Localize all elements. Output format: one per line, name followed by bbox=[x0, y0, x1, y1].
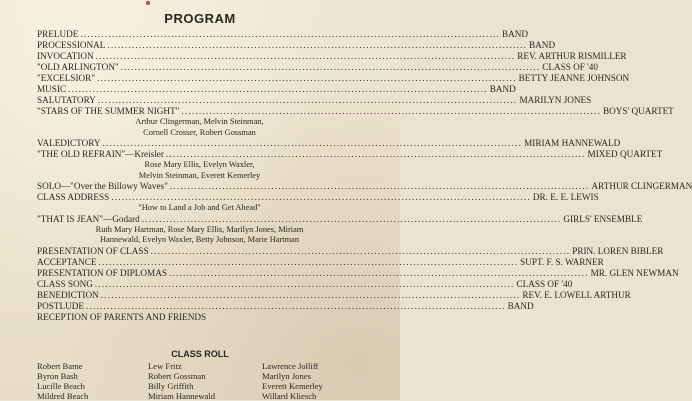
program-detail: Melvin Steinman, Everett Kemerley bbox=[37, 171, 362, 182]
program-item-performer: BETTY JEANNE JOHNSON bbox=[519, 73, 629, 84]
program-item-performer: BAND bbox=[502, 29, 528, 40]
dot-leader: ........................................................................................................................ bbox=[170, 181, 590, 192]
program-detail: Rose Mary Ellis, Evelyn Waxler, bbox=[37, 160, 362, 171]
program-item bbox=[37, 62, 362, 73]
program-title: PROGRAM bbox=[0, 11, 400, 26]
program-item-performer: CLASS OF '40 bbox=[542, 62, 598, 73]
program-item-performer: CLASS OF '40 bbox=[517, 279, 573, 290]
program-item bbox=[37, 214, 362, 225]
program-item-title: PRELUDE bbox=[37, 29, 78, 40]
program-item bbox=[37, 290, 362, 301]
program-item bbox=[37, 29, 362, 40]
dot-leader: ........................................................................................................................ bbox=[169, 268, 589, 279]
program-detail: Arthur Clingerman, Melvin Steinman, bbox=[37, 117, 362, 128]
class-roll-title: CLASS ROLL bbox=[0, 349, 400, 359]
program-item bbox=[37, 246, 362, 257]
program-item bbox=[37, 73, 362, 84]
program-item-performer: MARILYN JONES bbox=[519, 95, 591, 106]
program-item-performer: BAND bbox=[490, 84, 516, 95]
program-item-title: ACCEPTANCE bbox=[37, 257, 97, 268]
student-name: Everett Kemerley bbox=[262, 381, 323, 391]
student-name: Marilyn Jones bbox=[262, 371, 323, 381]
dot-leader: ........................................................................................................................ bbox=[99, 257, 519, 268]
dot-leader: ........................................................................................................................ bbox=[151, 246, 571, 257]
program-item bbox=[37, 51, 362, 62]
program-detail: Hannewald, Evelyn Waxler, Betty Johnson, Marie Hartman bbox=[37, 235, 362, 246]
program-item bbox=[37, 257, 362, 268]
dot-leader: ........................................................................................................................ bbox=[121, 62, 541, 73]
program-item-performer: BAND bbox=[529, 40, 555, 51]
dot-leader: ........................................................................................................................ bbox=[142, 214, 562, 225]
dot-leader: ........................................................................................................................ bbox=[102, 138, 522, 149]
program-item bbox=[37, 40, 362, 51]
dot-leader: ........................................................................................................................ bbox=[95, 279, 515, 290]
program-item-performer: MR. GLEN NEWMAN bbox=[591, 268, 679, 279]
program-item-performer: PRIN. LOREN BIBLER bbox=[572, 246, 663, 257]
program-item-performer: SUPT. F. S. WARNER bbox=[520, 257, 604, 268]
dot-leader: ........................................................................................................................ bbox=[111, 192, 531, 203]
class-roll-column bbox=[262, 361, 323, 401]
dot-leader: ........................................................................................................................ bbox=[96, 51, 516, 62]
dot-leader: ........................................................................................................................ bbox=[101, 290, 521, 301]
program-item-performer: GIRLS' ENSEMBLE bbox=[563, 214, 642, 225]
program-detail: Ruth Mary Hartman, Rose Mary Ellis, Marilyn Jones, Miriam bbox=[37, 225, 362, 236]
program-item-title: PROCESSIONAL bbox=[37, 40, 105, 51]
program-item-title: "OLD ARLINGTON" bbox=[37, 62, 119, 73]
program-item-title: PRESENTATION OF CLASS bbox=[37, 246, 149, 257]
dot-leader: ........................................................................................................................ bbox=[166, 149, 586, 160]
program-list bbox=[37, 29, 362, 323]
student-name: Miriam Hannewald bbox=[148, 391, 215, 401]
program-closing-text: RECEPTION OF PARENTS AND FRIENDS bbox=[37, 312, 206, 323]
program-closing-line bbox=[37, 312, 362, 323]
program-item-performer: DR. E. E. LEWIS bbox=[533, 192, 599, 203]
program-item-performer: MIXED QUARTET bbox=[588, 149, 663, 160]
program-item-title: BENEDICTION bbox=[37, 290, 99, 301]
dot-leader: ........................................................................................................................ bbox=[181, 106, 601, 117]
program-item-performer: ARTHUR CLINGERMAN bbox=[592, 181, 692, 192]
student-name: Mildred Beach bbox=[37, 391, 88, 401]
student-name: Robert Bame bbox=[37, 361, 88, 371]
program-item-title: "STARS OF THE SUMMER NIGHT" bbox=[37, 106, 179, 117]
ink-spot bbox=[146, 1, 150, 5]
dot-leader: ........................................................................................................................ bbox=[98, 95, 518, 106]
student-name: Byron Bash bbox=[37, 371, 88, 381]
program-detail: "How to Land a Job and Get Ahead" bbox=[37, 203, 362, 214]
program-item-performer: BOYS' QUARTET bbox=[603, 106, 674, 117]
class-roll-column bbox=[37, 361, 88, 401]
program-item bbox=[37, 138, 362, 149]
dot-leader: ........................................................................................................................ bbox=[107, 40, 527, 51]
student-name: Billy Griffith bbox=[148, 381, 215, 391]
program-item bbox=[37, 95, 362, 106]
program-item-title: VALEDICTORY bbox=[37, 138, 100, 149]
program-item-performer: REV. ARTHUR RISMILLER bbox=[517, 51, 626, 62]
program-item-title: "EXCELSIOR" bbox=[37, 73, 95, 84]
program-item-performer: BAND bbox=[508, 301, 534, 312]
program-item-title: "THE OLD REFRAIN"—Kreisler bbox=[37, 149, 164, 160]
program-item bbox=[37, 106, 362, 117]
student-name: Robert Gossman bbox=[148, 371, 215, 381]
program-item-title: CLASS ADDRESS bbox=[37, 192, 109, 203]
program-item-title: SALUTATORY bbox=[37, 95, 96, 106]
student-name: Lawrence Jolliff bbox=[262, 361, 323, 371]
program-item-title: CLASS SONG bbox=[37, 279, 93, 290]
class-roll bbox=[0, 361, 400, 401]
program-item bbox=[37, 279, 362, 290]
program-item-title: "THAT IS JEAN"—Godard bbox=[37, 214, 140, 225]
program-item-performer: REV. E. LOWELL ARTHUR bbox=[522, 290, 630, 301]
dot-leader: ........................................................................................................................ bbox=[80, 29, 500, 40]
program-item bbox=[37, 149, 362, 160]
program-item bbox=[37, 301, 362, 312]
student-name: Lucille Beach bbox=[37, 381, 88, 391]
program-detail: Cornell Crosser, Robert Gossman bbox=[37, 128, 362, 139]
program-item-title: SOLO—"Over the Billowy Waves" bbox=[37, 181, 168, 192]
program-item-performer: MIRIAM HANNEWALD bbox=[524, 138, 620, 149]
program-item-title: POSTLUDE bbox=[37, 301, 84, 312]
program-item bbox=[37, 84, 362, 95]
program-item bbox=[37, 181, 362, 192]
dot-leader: ........................................................................................................................ bbox=[86, 301, 506, 312]
program-item-title: INVOCATION bbox=[37, 51, 94, 62]
class-roll-column bbox=[148, 361, 215, 401]
program-item-title: MUSIC bbox=[37, 84, 66, 95]
program-item bbox=[37, 192, 362, 203]
student-name: Lew Fritz bbox=[148, 361, 215, 371]
program-item-title: PRESENTATION OF DIPLOMAS bbox=[37, 268, 167, 279]
dot-leader: ........................................................................................................................ bbox=[97, 73, 517, 84]
program-item bbox=[37, 268, 362, 279]
dot-leader: ........................................................................................................................ bbox=[68, 84, 488, 95]
student-name: Willard Kliesch bbox=[262, 391, 323, 401]
